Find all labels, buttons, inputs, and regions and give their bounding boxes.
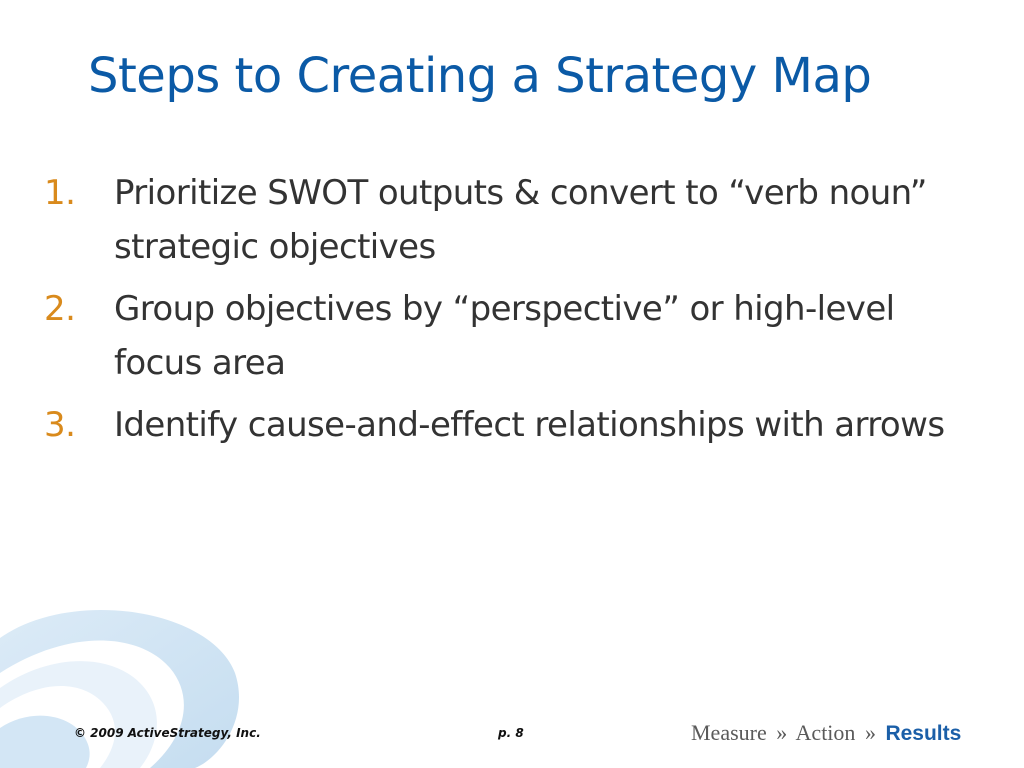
- step-number: 1.: [44, 173, 76, 213]
- step-text: Group objectives by “perspective” or high-level focus area: [114, 289, 895, 383]
- slide-title: Steps to Creating a Strategy Map: [88, 48, 872, 104]
- tagline: [691, 720, 961, 746]
- step-item-2: [44, 282, 1004, 390]
- copyright-text: © 2009 ActiveStrategy, Inc.: [74, 726, 261, 740]
- tagline-measure: Measure: [691, 720, 767, 745]
- swoosh-logo-icon: [0, 598, 250, 768]
- step-item-3: [44, 398, 1004, 452]
- step-item-1: [44, 166, 1004, 274]
- tagline-separator: »: [864, 720, 876, 745]
- step-text: Prioritize SWOT outputs & convert to “verb noun” strategic objectives: [114, 173, 927, 267]
- step-text: Identify cause-and-effect relationships with arrows: [114, 405, 945, 445]
- steps-list: [44, 166, 1004, 460]
- step-number: 2.: [44, 289, 76, 329]
- step-number: 3.: [44, 405, 76, 445]
- tagline-action: Action: [795, 720, 856, 745]
- tagline-results: Results: [885, 722, 962, 745]
- page-number: p. 8: [498, 726, 524, 740]
- tagline-separator: »: [776, 720, 788, 745]
